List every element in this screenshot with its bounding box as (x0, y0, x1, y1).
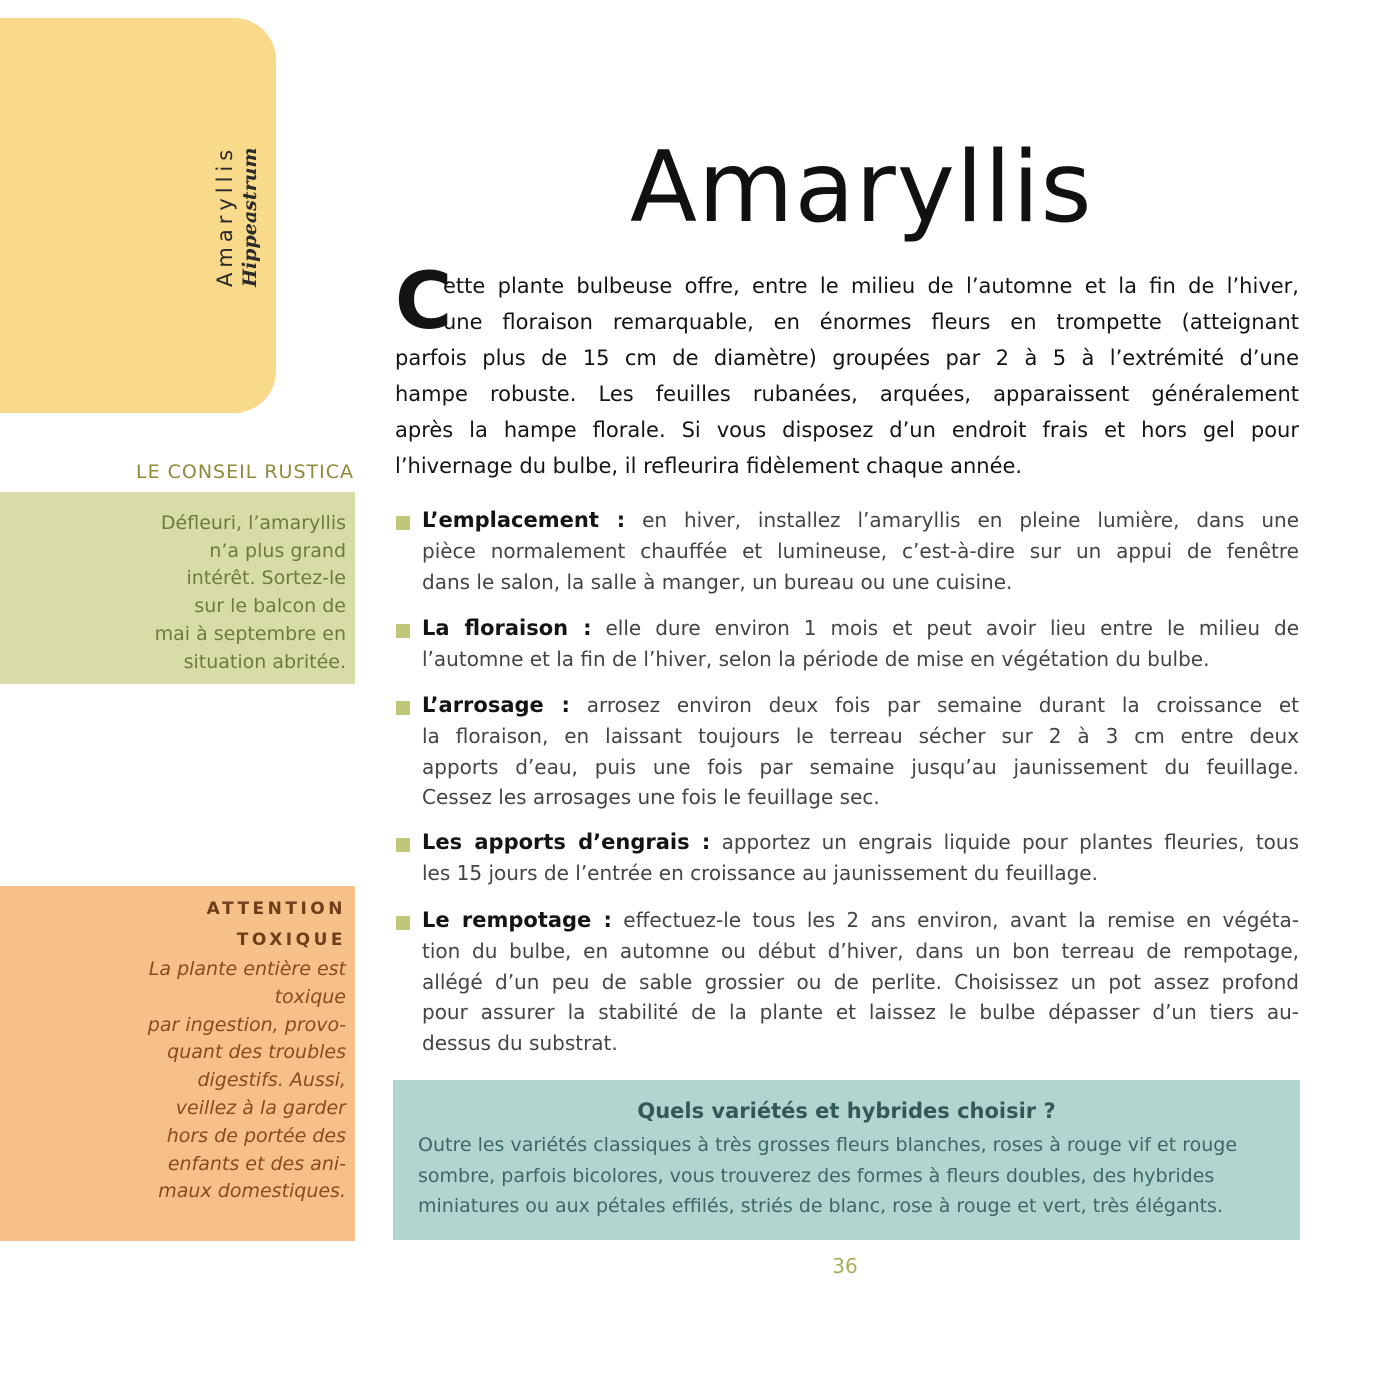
attention-title: ATTENTION (206, 899, 346, 919)
item-line: les 15 jours de l’entrée en croissance au jaunissement du feuillage. (422, 860, 1098, 885)
intro-paragraph (395, 268, 1299, 484)
conseil-box (0, 492, 355, 684)
item-line: arrosez environ deux fois par semaine durant la croissance et (586, 693, 1300, 717)
species-tab-label (212, 145, 262, 287)
attention-line: digestifs. Aussi, (197, 1069, 346, 1092)
attention-line: toxique (274, 985, 346, 1008)
item-line: dans le salon, la salle à manger, un bureau ou une cuisine. (422, 569, 1013, 594)
square-bullet-icon (396, 624, 410, 638)
square-bullet-icon (396, 838, 410, 852)
list-item (393, 613, 1299, 675)
item-line: apports d’eau, puis une fois par semaine jusqu’au jaunissement du feuillage. (422, 754, 1299, 779)
item-label: Les apports d’engrais : (422, 830, 711, 854)
list-item (393, 505, 1299, 597)
intro-line: hampe robuste. Les feuilles rubanées, arquées, apparaissent généralement (395, 382, 1299, 406)
conseil-title: LE CONSEIL RUSTICA (135, 461, 354, 483)
item-line: allégé d’un peu de sable grossier ou de perlite. Choisissez un pot assez profond (422, 969, 1299, 994)
item-line: en hiver, installez l’amaryllis en pleine lumière, dans une (642, 508, 1299, 532)
list-item (393, 827, 1299, 889)
common-name: Amaryllis (213, 144, 237, 287)
varieties-title: Quels variétés et hybrides choisir ? (637, 1099, 1056, 1123)
varieties-line: miniatures ou aux pétales effilés, striés de blanc, rose à rouge et vert, très élégants. (418, 1195, 1223, 1217)
list-item (393, 690, 1299, 813)
item-line: effectuez-le tous les 2 ans environ, avant la remise en végéta- (623, 908, 1300, 932)
page-title: Amaryllis (630, 131, 1093, 245)
item-label: Le rempotage : (422, 908, 612, 932)
item-line: la floraison, en laissant toujours le terreau sécher sur 2 à 3 cm entre deux (422, 723, 1299, 748)
item-line: tion du bulbe, en automne ou début d’hiver, dans un bon terreau de rempotage, (422, 938, 1299, 963)
square-bullet-icon (396, 516, 410, 530)
item-line: apportez un engrais liquide pour plantes fleuries, tous (721, 830, 1300, 854)
item-line: l’automne et la fin de l’hiver, selon la période de mise en végétation du bulbe. (422, 646, 1210, 671)
attention-line: veillez à la garder (175, 1096, 346, 1119)
item-line: elle dure environ 1 mois et peut avoir lieu entre le milieu de (605, 616, 1300, 640)
item-line: pour assurer la stabilité de la plante et laissez le bulbe dépasser d’un tiers au- (422, 1000, 1299, 1025)
attention-line: enfants et des ani- (167, 1152, 346, 1175)
attention-line: maux domestiques. (158, 1180, 346, 1203)
varieties-box (393, 1080, 1300, 1240)
intro-line: après la hampe florale. Si vous disposez d’un endroit frais et hors gel pour (395, 418, 1299, 442)
page-number: 36 (832, 1254, 858, 1278)
item-label: La floraison : (422, 616, 592, 640)
intro-line: l’hivernage du bulbe, il refleurira fidèlement chaque année. (395, 454, 1023, 478)
attention-title: TOXIQUE (236, 930, 346, 950)
conseil-line: n’a plus grand (209, 539, 346, 562)
latin-name: Hippeastrum (239, 147, 261, 287)
item-label: L’emplacement : (422, 508, 626, 532)
varieties-line: sombre, parfois bicolores, vous trouverez des formes à fleurs doubles, des hybrides (418, 1164, 1215, 1187)
attention-line: quant des troubles (167, 1041, 346, 1064)
attention-box (0, 886, 355, 1241)
varieties-line: Outre les variétés classiques à très grosses fleurs blanches, roses à rouge vif et rouge (418, 1134, 1238, 1156)
item-label: L’arrosage : (422, 693, 570, 717)
conseil-line: sur le balcon de (194, 595, 346, 618)
list-item (393, 905, 1299, 1059)
conseil-line: intérêt. Sortez-le (186, 567, 346, 590)
intro-line: ette plante bulbeuse offre, entre le milieu de l’automne et la fin de l’hiver, (443, 274, 1299, 298)
square-bullet-icon (396, 916, 410, 930)
item-line: Cessez les arrosages une fois le feuillage sec. (422, 785, 880, 810)
intro-line: une floraison remarquable, en énormes fleurs en trompette (atteignant (443, 310, 1299, 334)
conseil-line: situation abritée. (183, 650, 346, 673)
attention-line: par ingestion, provo- (147, 1013, 346, 1036)
drop-cap: C (395, 257, 453, 347)
intro-line: parfois plus de 15 cm de diamètre) groupées par 2 à 5 à l’extrémité d’une (395, 346, 1299, 370)
square-bullet-icon (396, 701, 410, 715)
item-line: dessus du substrat. (422, 1031, 618, 1056)
conseil-line: Défleuri, l’amaryllis (160, 512, 346, 534)
item-line: pièce normalement chauffée et lumineuse, c’est-à-dire sur un appui de fenêtre (422, 538, 1299, 563)
attention-line: La plante entière est (148, 958, 346, 980)
conseil-line: mai à septembre en (154, 622, 346, 645)
attention-line: hors de portée des (166, 1124, 346, 1147)
